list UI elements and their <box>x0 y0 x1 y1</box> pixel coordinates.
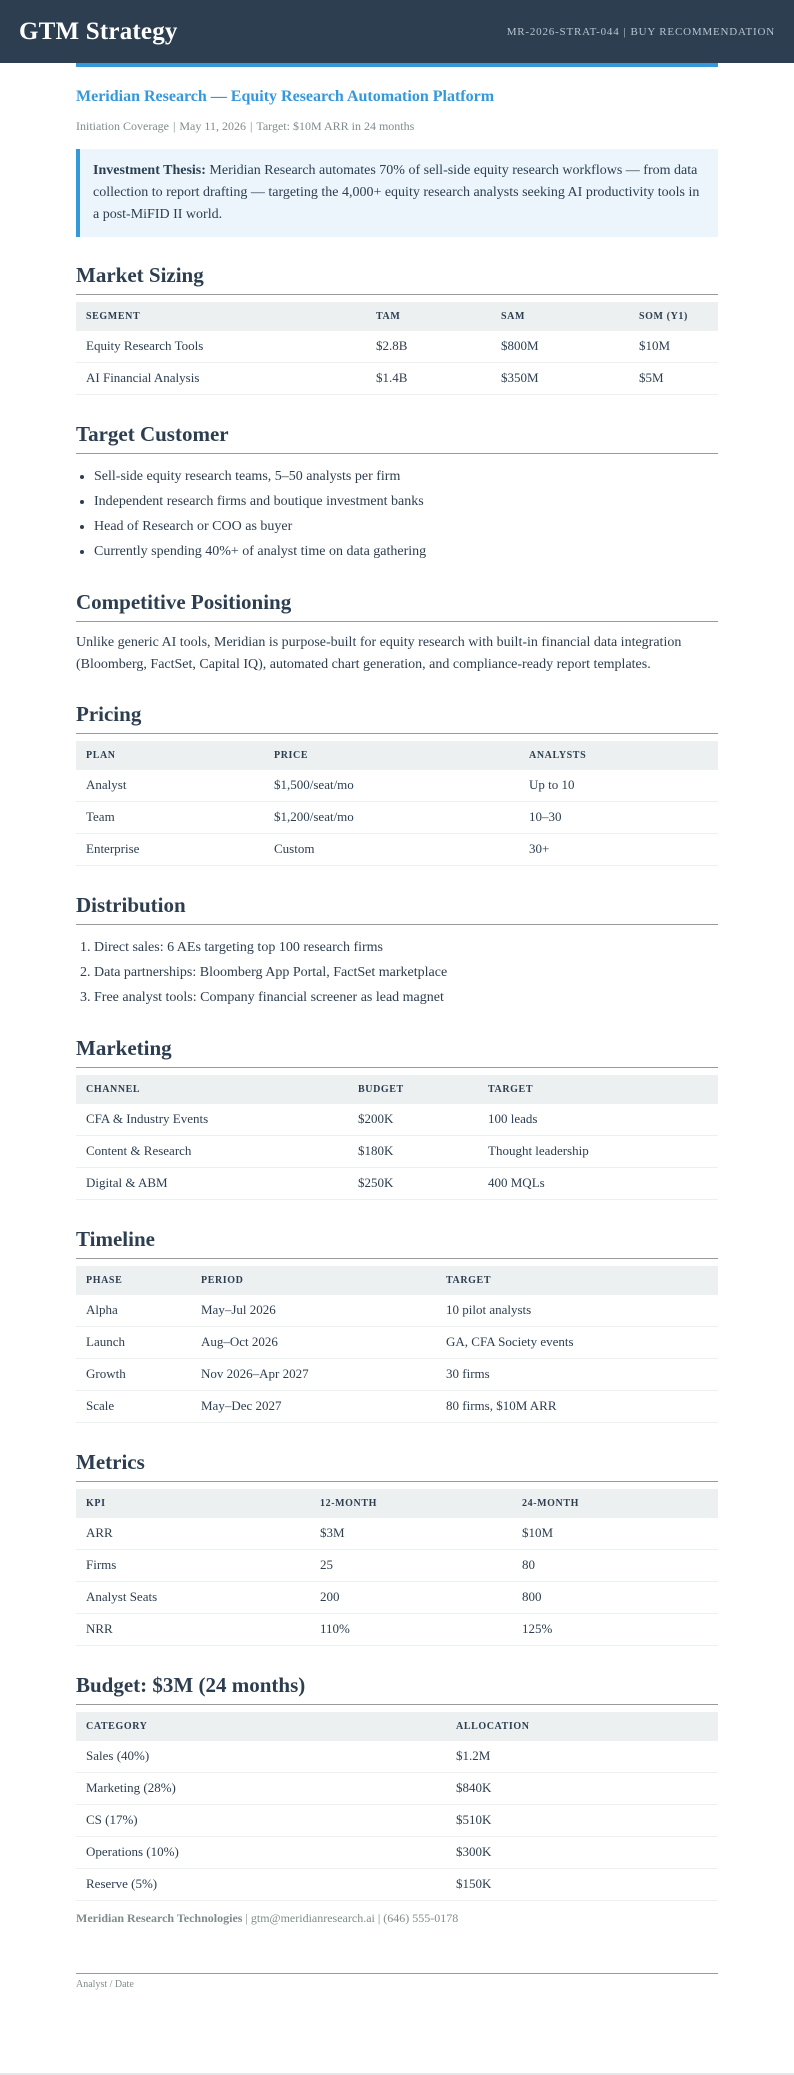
column-header: KPI <box>76 1489 310 1518</box>
table-cell: GA, CFA Society events <box>436 1326 718 1358</box>
table-cell: $5M <box>629 362 718 394</box>
table-row <box>76 1390 718 1422</box>
column-header: BUDGET <box>348 1075 478 1104</box>
column-header: SAM <box>491 302 629 331</box>
table-cell: $800M <box>491 331 629 363</box>
pricing-table <box>76 741 718 866</box>
table-cell: 800 <box>512 1581 718 1613</box>
table-row <box>76 1613 718 1645</box>
table-cell: 80 firms, $10M ARR <box>436 1390 718 1422</box>
section-heading-timeline: Timeline <box>76 1227 718 1259</box>
table-cell: Analyst Seats <box>76 1581 310 1613</box>
column-header: CATEGORY <box>76 1712 446 1741</box>
table-cell: $10M <box>512 1518 718 1550</box>
table-cell: $150K <box>446 1868 718 1900</box>
column-header: PRICE <box>264 741 519 770</box>
list-item: • Sell-side equity research teams, 5–50 analysts per firm <box>94 464 718 489</box>
investment-thesis-callout <box>76 149 718 237</box>
accent-divider <box>76 63 718 67</box>
table-header-row <box>76 1075 718 1104</box>
list-item: • Currently spending 40%+ of analyst time on data gathering <box>94 539 718 564</box>
table-cell: 25 <box>310 1549 512 1581</box>
table-row <box>76 1295 718 1327</box>
table-cell: 80 <box>512 1549 718 1581</box>
table-cell: Alpha <box>76 1295 191 1327</box>
brand-title: GTM Strategy <box>19 17 178 45</box>
section-heading-marketing: Marketing <box>76 1036 718 1068</box>
section-heading-market-sizing: Market Sizing <box>76 263 718 295</box>
table-cell: $840K <box>446 1772 718 1804</box>
table-row <box>76 1581 718 1613</box>
section-heading-target-customer: Target Customer <box>76 422 718 454</box>
table-cell: Content & Research <box>76 1135 348 1167</box>
column-header: SEGMENT <box>76 302 366 331</box>
table-cell: $300K <box>446 1836 718 1868</box>
column-header: SOM (Y1) <box>629 302 718 331</box>
table-cell: Nov 2026–Apr 2027 <box>191 1358 436 1390</box>
budget-table <box>76 1712 718 1901</box>
table-cell: 30+ <box>519 833 718 865</box>
table-header-row <box>76 1712 718 1741</box>
table-row <box>76 362 718 394</box>
table-cell: 125% <box>512 1613 718 1645</box>
meta-separator: | <box>249 118 253 133</box>
table-row <box>76 1868 718 1900</box>
column-header: TARGET <box>436 1266 718 1295</box>
doc-type: BUY RECOMMENDATION <box>630 25 775 38</box>
table-cell: $10M <box>629 331 718 363</box>
meta-coverage: Initiation Coverage <box>76 118 169 133</box>
table-row <box>76 1135 718 1167</box>
table-cell: $2.8B <box>366 331 491 363</box>
table-row <box>76 1104 718 1136</box>
table-cell: Team <box>76 801 264 833</box>
thesis-text: Meridian Research automates 70% of sell-side equity research workflows — from data collection to report drafting — targeting the 4,000+ equity research analysts seeking AI productivity tools in a post-MiFID II world. <box>93 162 700 222</box>
table-row <box>76 331 718 363</box>
table-cell: Aug–Oct 2026 <box>191 1326 436 1358</box>
meta-date: May 11, 2026 <box>179 118 246 133</box>
table-cell: ARR <box>76 1518 310 1550</box>
column-header: TARGET <box>478 1075 718 1104</box>
target-customer-list <box>76 464 718 564</box>
list-item: • Independent research firms and boutique investment banks <box>94 489 718 514</box>
signature-line <box>76 1973 718 1990</box>
table-row <box>76 1167 718 1199</box>
table-cell: CFA & Industry Events <box>76 1104 348 1136</box>
table-cell: $350M <box>491 362 629 394</box>
footer-contact-line <box>76 1911 718 1926</box>
table-cell: $3M <box>310 1518 512 1550</box>
section-heading-budget: Budget: $3M (24 months) <box>76 1673 718 1705</box>
marketing-table <box>76 1075 718 1200</box>
document-meta <box>76 119 718 134</box>
table-cell: 10–30 <box>519 801 718 833</box>
column-header: ALLOCATION <box>446 1712 718 1741</box>
section-heading-competitive-positioning: Competitive Positioning <box>76 590 718 622</box>
doc-ref-separator: | <box>623 25 627 38</box>
table-cell: 400 MQLs <box>478 1167 718 1199</box>
column-header: PHASE <box>76 1266 191 1295</box>
column-header: PERIOD <box>191 1266 436 1295</box>
table-cell: $180K <box>348 1135 478 1167</box>
table-cell: Firms <box>76 1549 310 1581</box>
table-cell: Launch <box>76 1326 191 1358</box>
table-header-row <box>76 302 718 331</box>
table-cell: $200K <box>348 1104 478 1136</box>
table-header-row <box>76 1266 718 1295</box>
column-header: CHANNEL <box>76 1075 348 1104</box>
section-heading-pricing: Pricing <box>76 702 718 734</box>
table-row <box>76 1358 718 1390</box>
column-header: PLAN <box>76 741 264 770</box>
table-cell: Digital & ABM <box>76 1167 348 1199</box>
table-row <box>76 1741 718 1773</box>
table-row <box>76 801 718 833</box>
section-heading-metrics: Metrics <box>76 1450 718 1482</box>
table-row <box>76 1518 718 1550</box>
table-cell: Up to 10 <box>519 770 718 802</box>
table-row <box>76 770 718 802</box>
table-cell: $510K <box>446 1804 718 1836</box>
table-cell: Equity Research Tools <box>76 331 366 363</box>
metrics-table <box>76 1489 718 1646</box>
table-cell: 110% <box>310 1613 512 1645</box>
list-item: 2. Data partnerships: Bloomberg App Portal, FactSet marketplace <box>94 960 718 985</box>
document-reference <box>507 26 775 38</box>
table-header-row <box>76 741 718 770</box>
list-item: 3. Free analyst tools: Company financial screener as lead magnet <box>94 985 718 1010</box>
table-row <box>76 1836 718 1868</box>
distribution-list <box>76 935 718 1010</box>
table-cell: $1,200/seat/mo <box>264 801 519 833</box>
column-header: TAM <box>366 302 491 331</box>
table-cell: $250K <box>348 1167 478 1199</box>
section-heading-distribution: Distribution <box>76 893 718 925</box>
table-row <box>76 1772 718 1804</box>
meta-separator: | <box>172 118 176 133</box>
table-cell: Operations (10%) <box>76 1836 446 1868</box>
footer-contact: | gtm@meridianresearch.ai | (646) 555-0178 <box>245 1910 459 1925</box>
list-item: 1. Direct sales: 6 AEs targeting top 100 research firms <box>94 935 718 960</box>
table-cell: Reserve (5%) <box>76 1868 446 1900</box>
meta-target: Target: $10M ARR in 24 months <box>256 118 415 133</box>
table-cell: 100 leads <box>478 1104 718 1136</box>
table-cell: Growth <box>76 1358 191 1390</box>
table-cell: Thought leadership <box>478 1135 718 1167</box>
table-row <box>76 1549 718 1581</box>
signature-label: Analyst / Date <box>76 1978 134 1990</box>
table-row <box>76 1804 718 1836</box>
table-cell: Enterprise <box>76 833 264 865</box>
table-cell: CS (17%) <box>76 1804 446 1836</box>
thesis-label: Investment Thesis: <box>93 162 206 178</box>
table-cell: Custom <box>264 833 519 865</box>
document-title: Meridian Research — Equity Research Automation Platform <box>76 88 495 105</box>
table-cell: 10 pilot analysts <box>436 1295 718 1327</box>
table-cell: $1,500/seat/mo <box>264 770 519 802</box>
table-cell: AI Financial Analysis <box>76 362 366 394</box>
table-row <box>76 1326 718 1358</box>
table-row <box>76 833 718 865</box>
table-cell: 30 firms <box>436 1358 718 1390</box>
list-item: • Head of Research or COO as buyer <box>94 514 718 539</box>
column-header: 12-MONTH <box>310 1489 512 1518</box>
timeline-table <box>76 1266 718 1423</box>
table-cell: $1.2M <box>446 1741 718 1773</box>
table-cell: 200 <box>310 1581 512 1613</box>
table-cell: $1.4B <box>366 362 491 394</box>
doc-id: MR-2026-STRAT-044 <box>506 25 620 38</box>
table-cell: NRR <box>76 1613 310 1645</box>
competitive-positioning-text: Unlike generic AI tools, Meridian is purpose-built for equity research with built-in financial data integration (Bloomberg, FactSet, Capital IQ), automated chart generation, and compliance-ready report templates. <box>76 634 682 672</box>
table-cell: Scale <box>76 1390 191 1422</box>
table-cell: Sales (40%) <box>76 1741 446 1773</box>
market-sizing-table <box>76 302 718 395</box>
table-cell: May–Dec 2027 <box>191 1390 436 1422</box>
table-cell: Marketing (28%) <box>76 1772 446 1804</box>
table-cell: May–Jul 2026 <box>191 1295 436 1327</box>
top-header-bar <box>0 0 794 63</box>
footer-company: Meridian Research Technologies <box>76 1910 243 1925</box>
column-header: 24-MONTH <box>512 1489 718 1518</box>
document-body <box>76 63 718 1990</box>
table-cell: Analyst <box>76 770 264 802</box>
table-header-row <box>76 1489 718 1518</box>
column-header: ANALYSTS <box>519 741 718 770</box>
